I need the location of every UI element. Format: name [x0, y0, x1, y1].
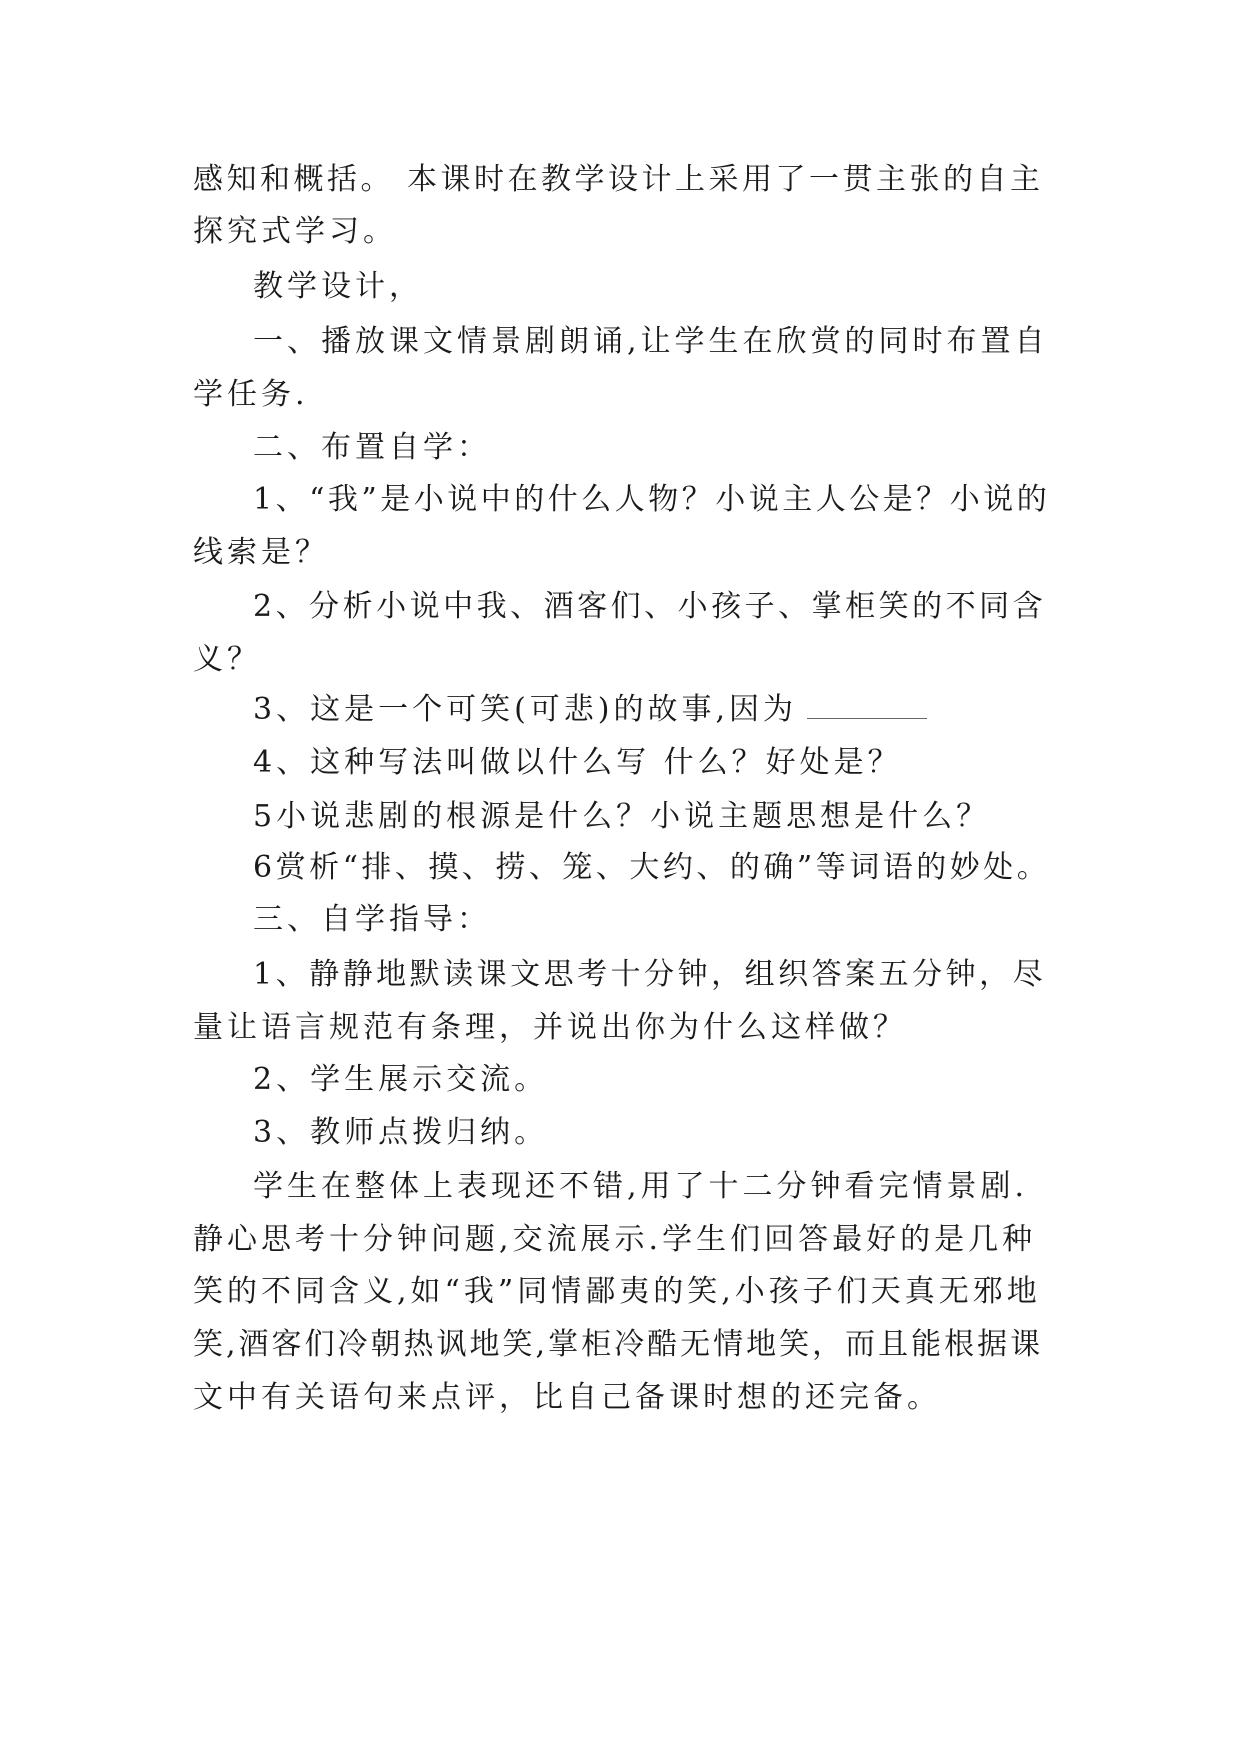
text-line: 静心思考十分钟问题,交流展示.学生们回答最好的是几种 — [193, 1222, 1037, 1257]
text-line: 文中有关语句来点评，比自己备课时想的还完备。 — [193, 1380, 941, 1415]
fill-in-blank — [807, 692, 927, 719]
text-line: 量让语言规范有条理，并说出你为什么这样做？ — [193, 1010, 907, 1045]
text-line: 二、布置自学： — [253, 430, 491, 465]
text-line: 三、自学指导： — [253, 902, 491, 937]
text-line: 教学设计， — [253, 269, 423, 304]
text-line: 学任务. — [193, 377, 309, 412]
text-line: 6赏析“排、摸、捞、笼、大约、的确”等词语的妙处。 — [253, 850, 1051, 885]
text-line: 3、这是一个可笑(可悲)的故事,因为 — [253, 692, 798, 727]
text-line: 学生在整体上表现还不错,用了十二分钟看完情景剧. — [253, 1169, 1029, 1204]
text-line: 2、学生展示交流。 — [253, 1062, 549, 1097]
text-line: 1、静静地默读课文思考十分钟，组织答案五分钟，尽 — [253, 957, 1047, 992]
text-line: 4、这种写法叫做以什么写 什么？好处是？ — [253, 745, 902, 780]
text-line: 2、分析小说中我、酒客们、小孩子、掌柜笑的不同含 — [253, 589, 1047, 624]
text-line: 线索是？ — [193, 535, 329, 570]
text-line: 感知和概括。 本课时在教学设计上采用了一贯主张的自主 — [193, 162, 1044, 197]
text-line: 5小说悲剧的根源是什么？小说主题思想是什么？ — [253, 799, 991, 834]
text-line: 笑,酒客们冷朝热讽地笑,掌柜冷酷无情地笑，而且能根据课 — [193, 1327, 1044, 1362]
text-line: 一、播放课文情景剧朗诵,让学生在欣赏的同时布置自 — [253, 324, 1049, 359]
text-line-with-blank — [193, 690, 927, 730]
text-line: 3、教师点拨归纳。 — [253, 1115, 549, 1150]
text-line: 探究式学习。 — [193, 214, 397, 249]
text-line: 义？ — [193, 642, 261, 677]
text-line: 1、“我”是小说中的什么人物？小说主人公是？小说的 — [253, 482, 1051, 517]
text-line: 笑的不同含义,如“我”同情鄙夷的笑,小孩子们天真无邪地 — [193, 1274, 1041, 1309]
